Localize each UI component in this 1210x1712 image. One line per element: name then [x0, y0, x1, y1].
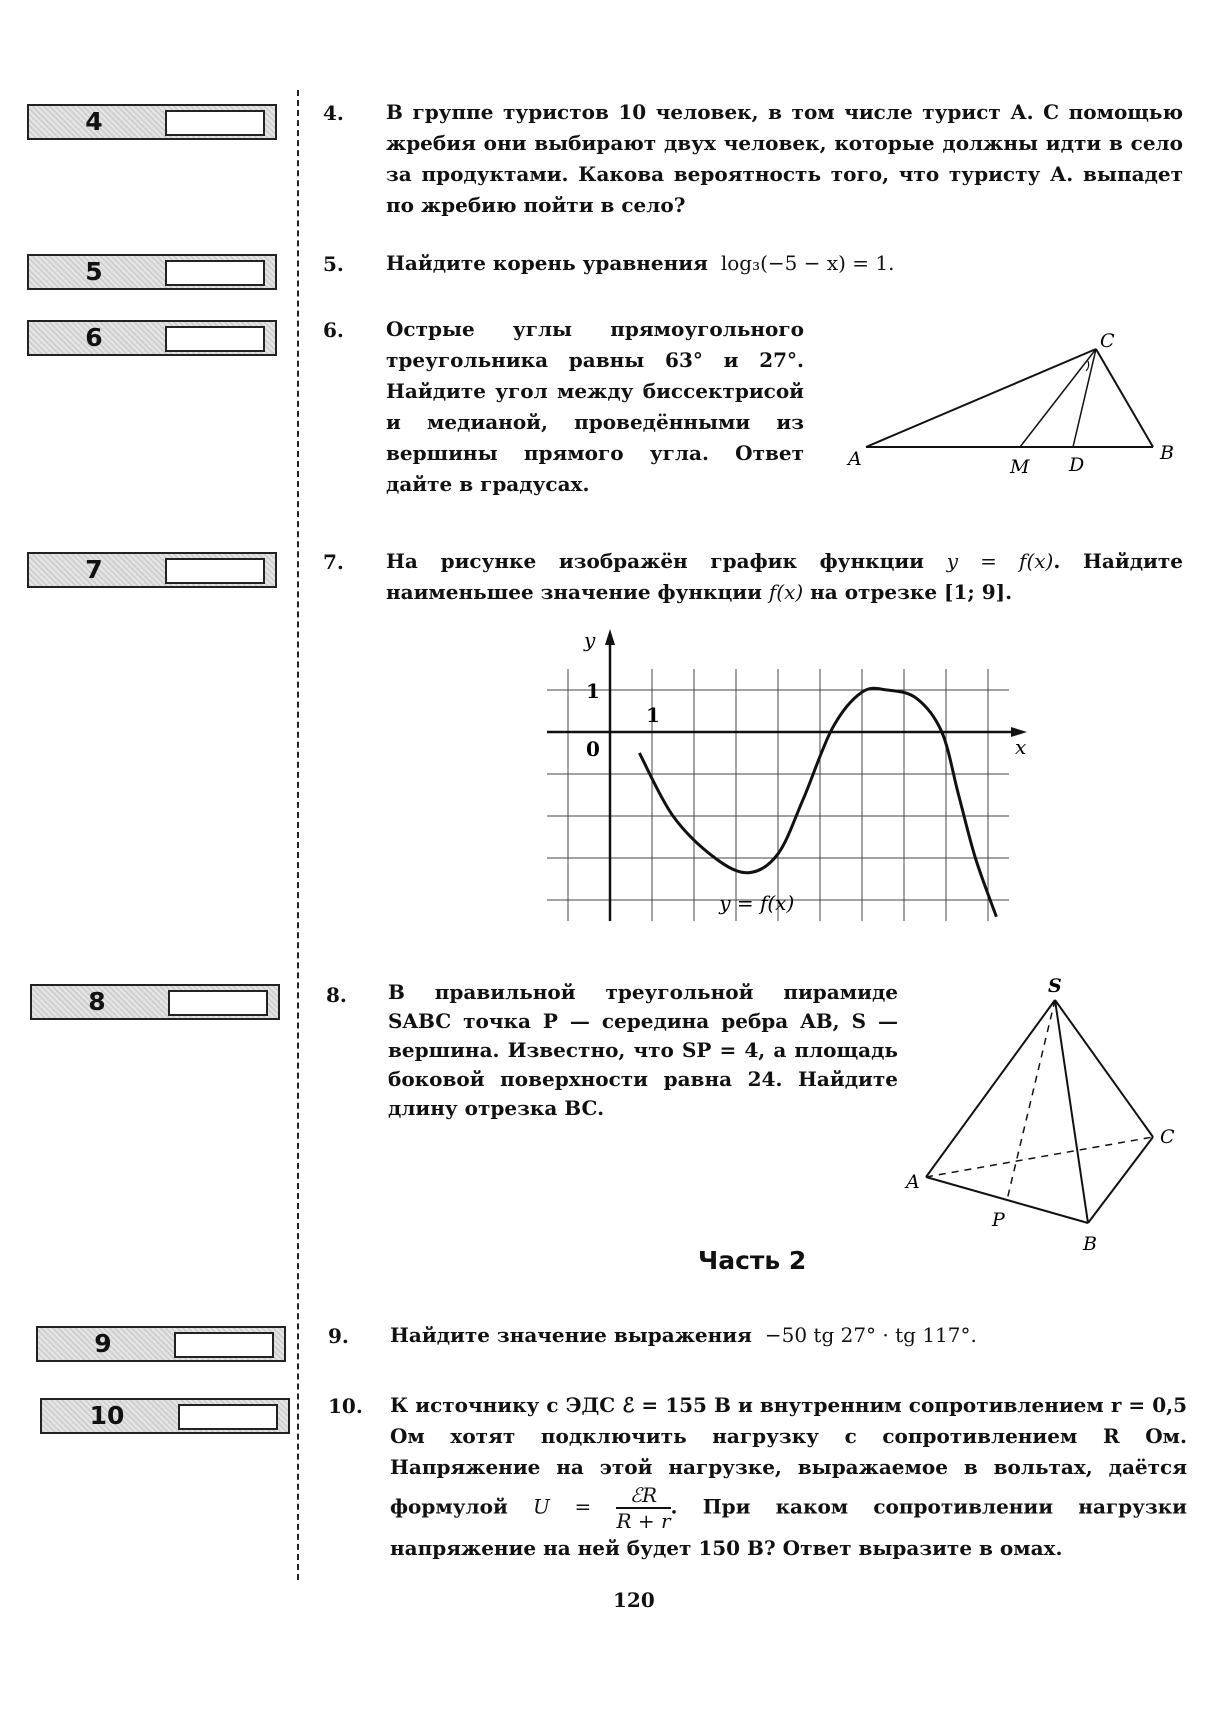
pyramid-label-s: S — [1048, 975, 1062, 997]
tick-label-y-unit: 1 — [586, 679, 600, 703]
question-7-function: y = f(x) — [946, 549, 1054, 573]
question-7-text-part3: на отрезке [1; 9]. — [810, 580, 1013, 604]
pyramid-label-p: P — [992, 1209, 1005, 1231]
question-5-number: 5. — [323, 252, 344, 276]
triangle-figure — [840, 325, 1185, 485]
question-6-text: Острые углы прямоугольного треугольника равны 63° и 27°. Найдите угол между биссектрисой и медианой, проведёнными из вершины прямого угла. Ответ дайте в градусах. — [386, 317, 804, 496]
pyramid-edge-sa — [926, 1000, 1055, 1177]
answer-field-6[interactable] — [165, 326, 265, 352]
question-9-formula: −50 tg 27° · tg 117°. — [764, 1323, 977, 1347]
question-4-text: В группе туристов 10 человек, в том числе турист А. С помощью жребия они выбирают двух человек, которые должны идти в село за продуктами. Какова вероятность того, что туристу А. выпадет по жребию пойти в село? — [386, 100, 1183, 217]
tick-label-x-unit: 1 — [646, 703, 660, 727]
question-10-text — [390, 1390, 1187, 1564]
pyramid-edge-sc — [1055, 1000, 1153, 1137]
triangle-label-d: D — [1069, 454, 1085, 476]
pyramid-figure — [900, 970, 1185, 1260]
function-graph — [530, 628, 1027, 920]
triangle-label-b: B — [1160, 442, 1174, 464]
question-7-text-part1: На рисунке изображён график функции — [386, 549, 925, 573]
answer-field-5[interactable] — [165, 260, 265, 286]
question-5-prompt: Найдите корень уравнения — [386, 251, 708, 275]
question-10-formula-lhs: U = — [533, 1494, 592, 1519]
question-4-number: 4. — [323, 101, 344, 125]
triangle-label-c: C — [1100, 330, 1115, 352]
pyramid-edge-bc — [1088, 1137, 1153, 1223]
answer-box-4 — [27, 104, 277, 140]
question-7-text — [386, 546, 1183, 608]
answer-box-9 — [36, 1326, 286, 1362]
question-8-number: 8. — [326, 983, 347, 1007]
answer-box-label: 8 — [88, 987, 106, 1016]
triangle-side-bc — [1096, 349, 1153, 447]
answer-box-label: 6 — [85, 323, 103, 352]
answer-field-10[interactable] — [178, 1404, 278, 1430]
answer-box-7 — [27, 552, 277, 588]
question-5-text — [386, 248, 1183, 279]
function-curve — [639, 688, 996, 917]
question-10-text-part1: К источнику с ЭДС ℰ = 155 В и внутренним сопротивлением r = 0,5 Ом хотят подключить нагрузку с сопротивлением R Ом. Напряжение на этой нагрузке, выражаемое в вольтах, даётся формулой — [390, 1393, 1187, 1519]
answer-box-label: 5 — [85, 257, 103, 286]
question-7-number: 7. — [323, 550, 344, 574]
question-6-number: 6. — [323, 318, 344, 342]
triangle-side-ac — [866, 349, 1096, 447]
answer-box-10 — [40, 1398, 290, 1434]
answer-field-8[interactable] — [168, 990, 268, 1016]
part-title: Часть 2 — [698, 1246, 807, 1275]
question-9-prompt: Найдите значение выражения — [390, 1323, 752, 1347]
triangle-label-a: A — [848, 448, 862, 470]
axis-label-y: y — [584, 628, 596, 652]
question-10-fraction — [616, 1483, 670, 1533]
answer-box-label: 7 — [85, 555, 103, 584]
axis-label-x: x — [1015, 735, 1027, 759]
question-9-text — [390, 1320, 1187, 1351]
question-7-function-short: f(x) — [768, 580, 804, 604]
answer-box-label: 4 — [85, 107, 103, 136]
answer-field-7[interactable] — [165, 558, 265, 584]
answer-field-4[interactable] — [165, 110, 265, 136]
triangle-label-m: M — [1010, 456, 1030, 478]
question-10-fraction-numerator: ℰR — [629, 1483, 658, 1507]
pyramid-apothem-sp — [1007, 1000, 1055, 1200]
answer-box-label: 10 — [89, 1401, 125, 1430]
function-label: y = f(x) — [719, 891, 795, 915]
question-8-text: В правильной треугольной пирамиде SABC точка P — середина ребра AB, S — вершина. Известно, что SP = 4, а площадь боковой поверхности равна 24. Найдите длину отрезка BC. — [388, 980, 898, 1120]
pyramid-label-b: B — [1083, 1233, 1097, 1255]
answer-field-9[interactable] — [174, 1332, 274, 1358]
answer-box-8 — [30, 984, 280, 1020]
pyramid-edge-ac — [926, 1137, 1153, 1177]
pyramid-label-c: C — [1160, 1126, 1175, 1148]
question-10-number: 10. — [328, 1394, 363, 1418]
question-7-text-part2: . Найдите наименьшее значение функции — [386, 549, 1183, 604]
pyramid-edge-ab — [926, 1177, 1088, 1223]
tick-label-origin: 0 — [586, 737, 600, 761]
question-9-number: 9. — [328, 1324, 349, 1348]
cut-line — [297, 90, 299, 1580]
question-10-fraction-denominator: R + r — [616, 1509, 671, 1533]
answer-box-5 — [27, 254, 277, 290]
y-axis-arrow — [605, 629, 615, 645]
answer-box-label: 9 — [94, 1329, 112, 1358]
pyramid-label-a: A — [906, 1171, 920, 1193]
question-5-formula: log₃(−5 − x) = 1. — [720, 251, 895, 275]
pyramid-edge-sb — [1055, 1000, 1088, 1223]
question-10-text-part2: . При каком сопротивлении нагрузки напряжение на ней будет 150 В? Ответ выразите в омах. — [390, 1494, 1187, 1560]
page-number: 120 — [613, 1588, 655, 1612]
answer-box-6 — [27, 320, 277, 356]
